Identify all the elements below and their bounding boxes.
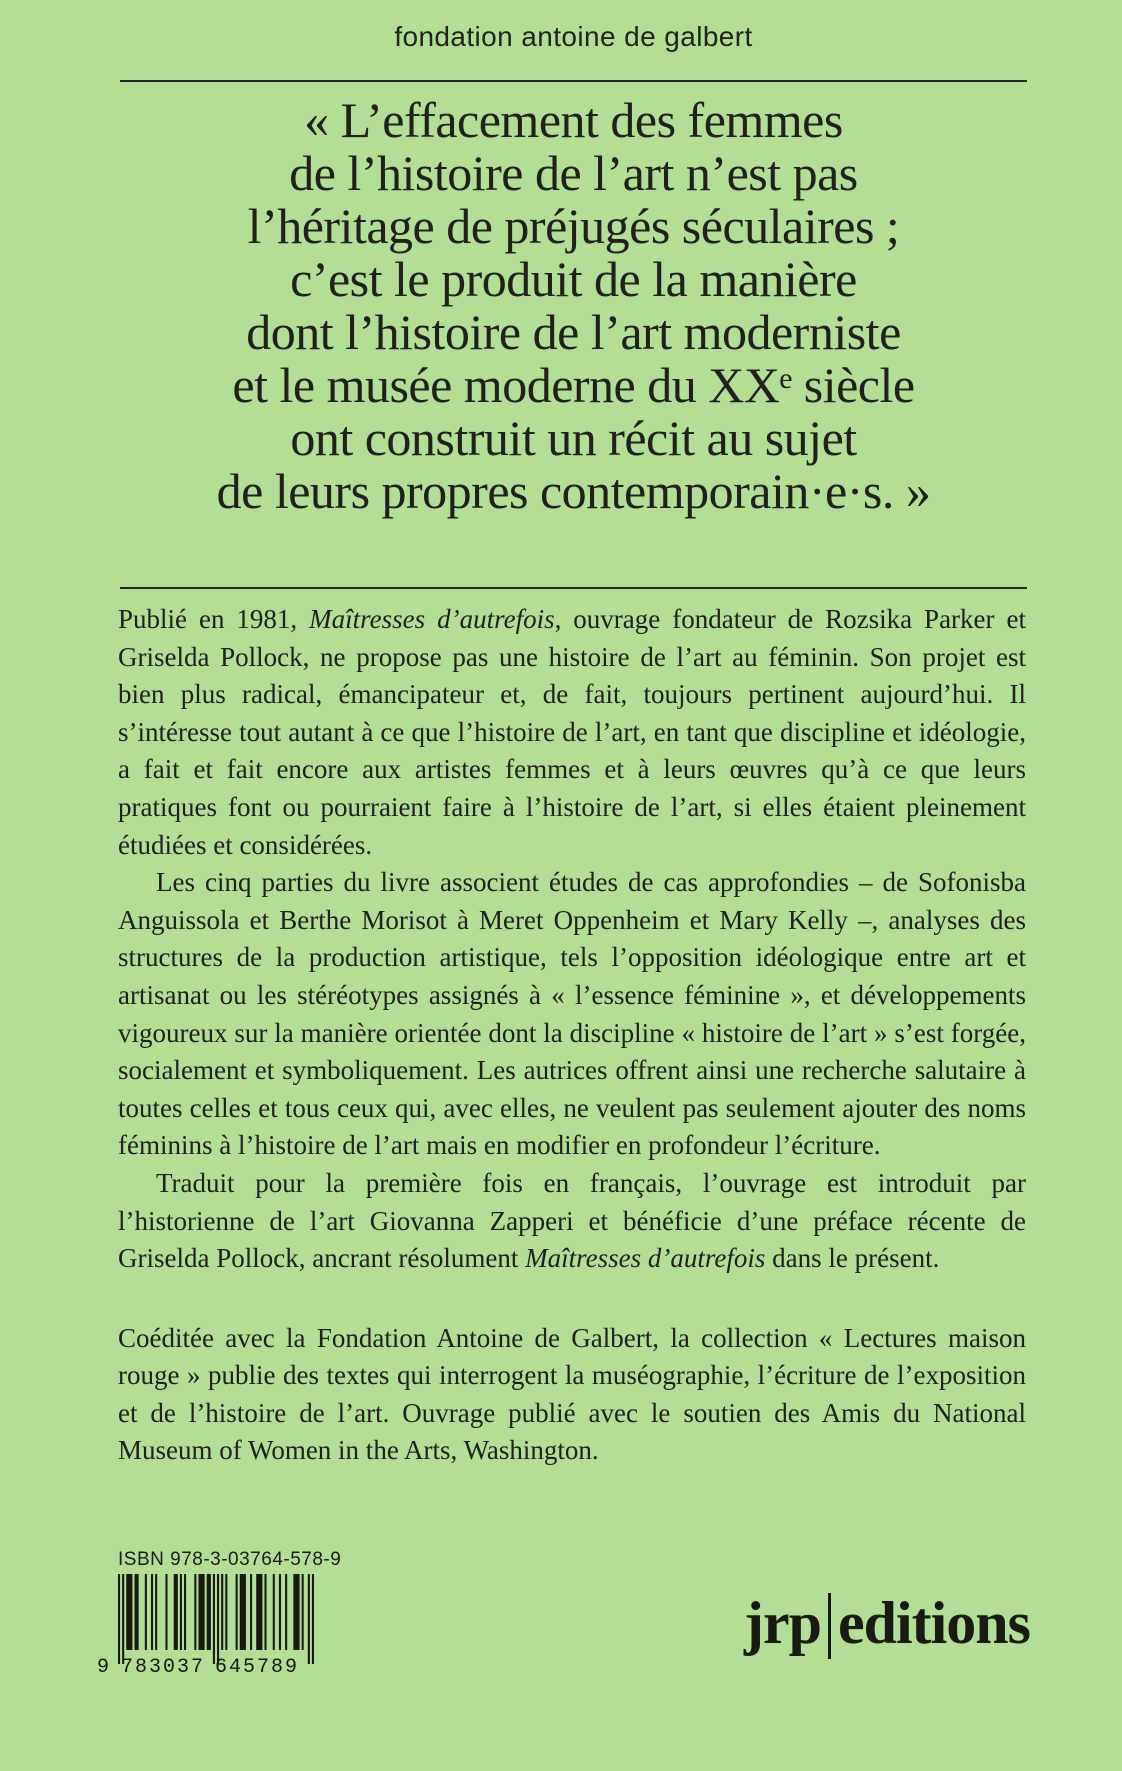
- divider-top: [120, 80, 1027, 82]
- paragraph-text: Les cinq parties du livre associent études de cas approfondies – de Sofonisba Anguissola et Berthe Morisot à Meret Oppenheim et Mary Kelly –, analyses des structures de la production artistique, tels l’opposition idéologique entre art et artisanat ou les stéréotypes assignés à « l’essence féminine », et développements vigoureux sur la manière orientée dont la discipline « histoire de l’art » s’est forgée, socialement et symboliquement. Les autrices offrent ainsi une recherche salutaire à toutes celles et tous ceux qui, avec elles, ne veulent pas seulement ajouter des noms féminins à l’histoire de l’art mais en modifier en profondeur l’écriture.: [118, 867, 1026, 1161]
- quote-line: c’est le produit de la manière: [290, 251, 857, 307]
- paragraph-text: , ouvrage fondateur de Rozsika Parker et Griselda Pollock, ne propose pas une histoire de l’art au féminin. Son projet est bien plus radical, émancipateur et, de fait, toujours pertinent aujourd’hui. Il s’intéresse tout autant à ce que l’histoire de l’art, en tant que discipline et idéologie, a fait et fait encore aux artistes femmes et à leurs œuvres qu’à ce que leurs pratiques font ou pourraient faire à l’histoire de l’art, si elles étaient pleinement étudiées et considérées.: [118, 604, 1026, 860]
- quote-line: et le musée moderne du XXᵉ siècle: [232, 357, 915, 413]
- paragraph-text: Traduit pour la première fois en français, l’ouvrage est introduit par l’historienne de l’art Giovanna Zapperi et bénéficie d’une préface récente de Griselda Pollock, ancrant résolument: [118, 1167, 1026, 1274]
- publisher-logo: [743, 1590, 1030, 1659]
- barcode-digit-group: 9: [97, 1656, 112, 1679]
- barcode-digits: [97, 1656, 327, 1679]
- paragraph-contents: [118, 864, 1026, 1165]
- pull-quote: [60, 94, 1087, 518]
- paragraph-intro: [118, 601, 1026, 864]
- barcode-digit-group: 645789: [215, 1656, 300, 1679]
- paragraph-text: dans le présent.: [765, 1243, 940, 1274]
- blurb: [118, 601, 1026, 1470]
- barcode-digit-group: 783037: [121, 1656, 206, 1679]
- paragraph-text: Publié en 1981,: [118, 604, 310, 634]
- paragraph-translation: [118, 1165, 1026, 1278]
- paragraph-text: Coéditée avec la Fondation Antoine de Galbert, la collection « Lectures maison rouge » publie des textes qui interrogent la muséographie, l’écriture de l’exposition et de l’histoire de l’art. Ouvrage publié avec le soutien des Amis du National Museum of Women in the Arts, Washington.: [118, 1322, 1026, 1466]
- quote-line: « L’effacement des femmes: [304, 92, 843, 148]
- quote-line: dont l’histoire de l’art moderniste: [246, 304, 901, 360]
- barcode: [118, 1574, 314, 1664]
- book-title-italic: Maîtresses d’autrefois: [309, 604, 555, 634]
- publisher-logo-editions: editions: [837, 1590, 1030, 1656]
- logo-divider-bar: [828, 1593, 831, 1659]
- foundation-label: fondation antoine de galbert: [394, 21, 753, 52]
- isbn-label: ISBN 978-3-03764-578-9: [118, 1549, 342, 1570]
- quote-line: l’héritage de préjugés séculaires ;: [247, 198, 900, 254]
- quote-line: de leurs propres contemporain·e·s. »: [216, 463, 931, 519]
- quote-line: ont construit un récit au sujet: [290, 410, 857, 466]
- divider-quote-bottom: [120, 587, 1027, 589]
- book-title-italic: Maîtresses d’autrefois: [525, 1243, 766, 1274]
- paragraph-coedition: [118, 1320, 1026, 1470]
- quote-line: de l’histoire de l’art n’est pas: [289, 145, 858, 201]
- publisher-logo-jrp: jrp: [743, 1590, 821, 1656]
